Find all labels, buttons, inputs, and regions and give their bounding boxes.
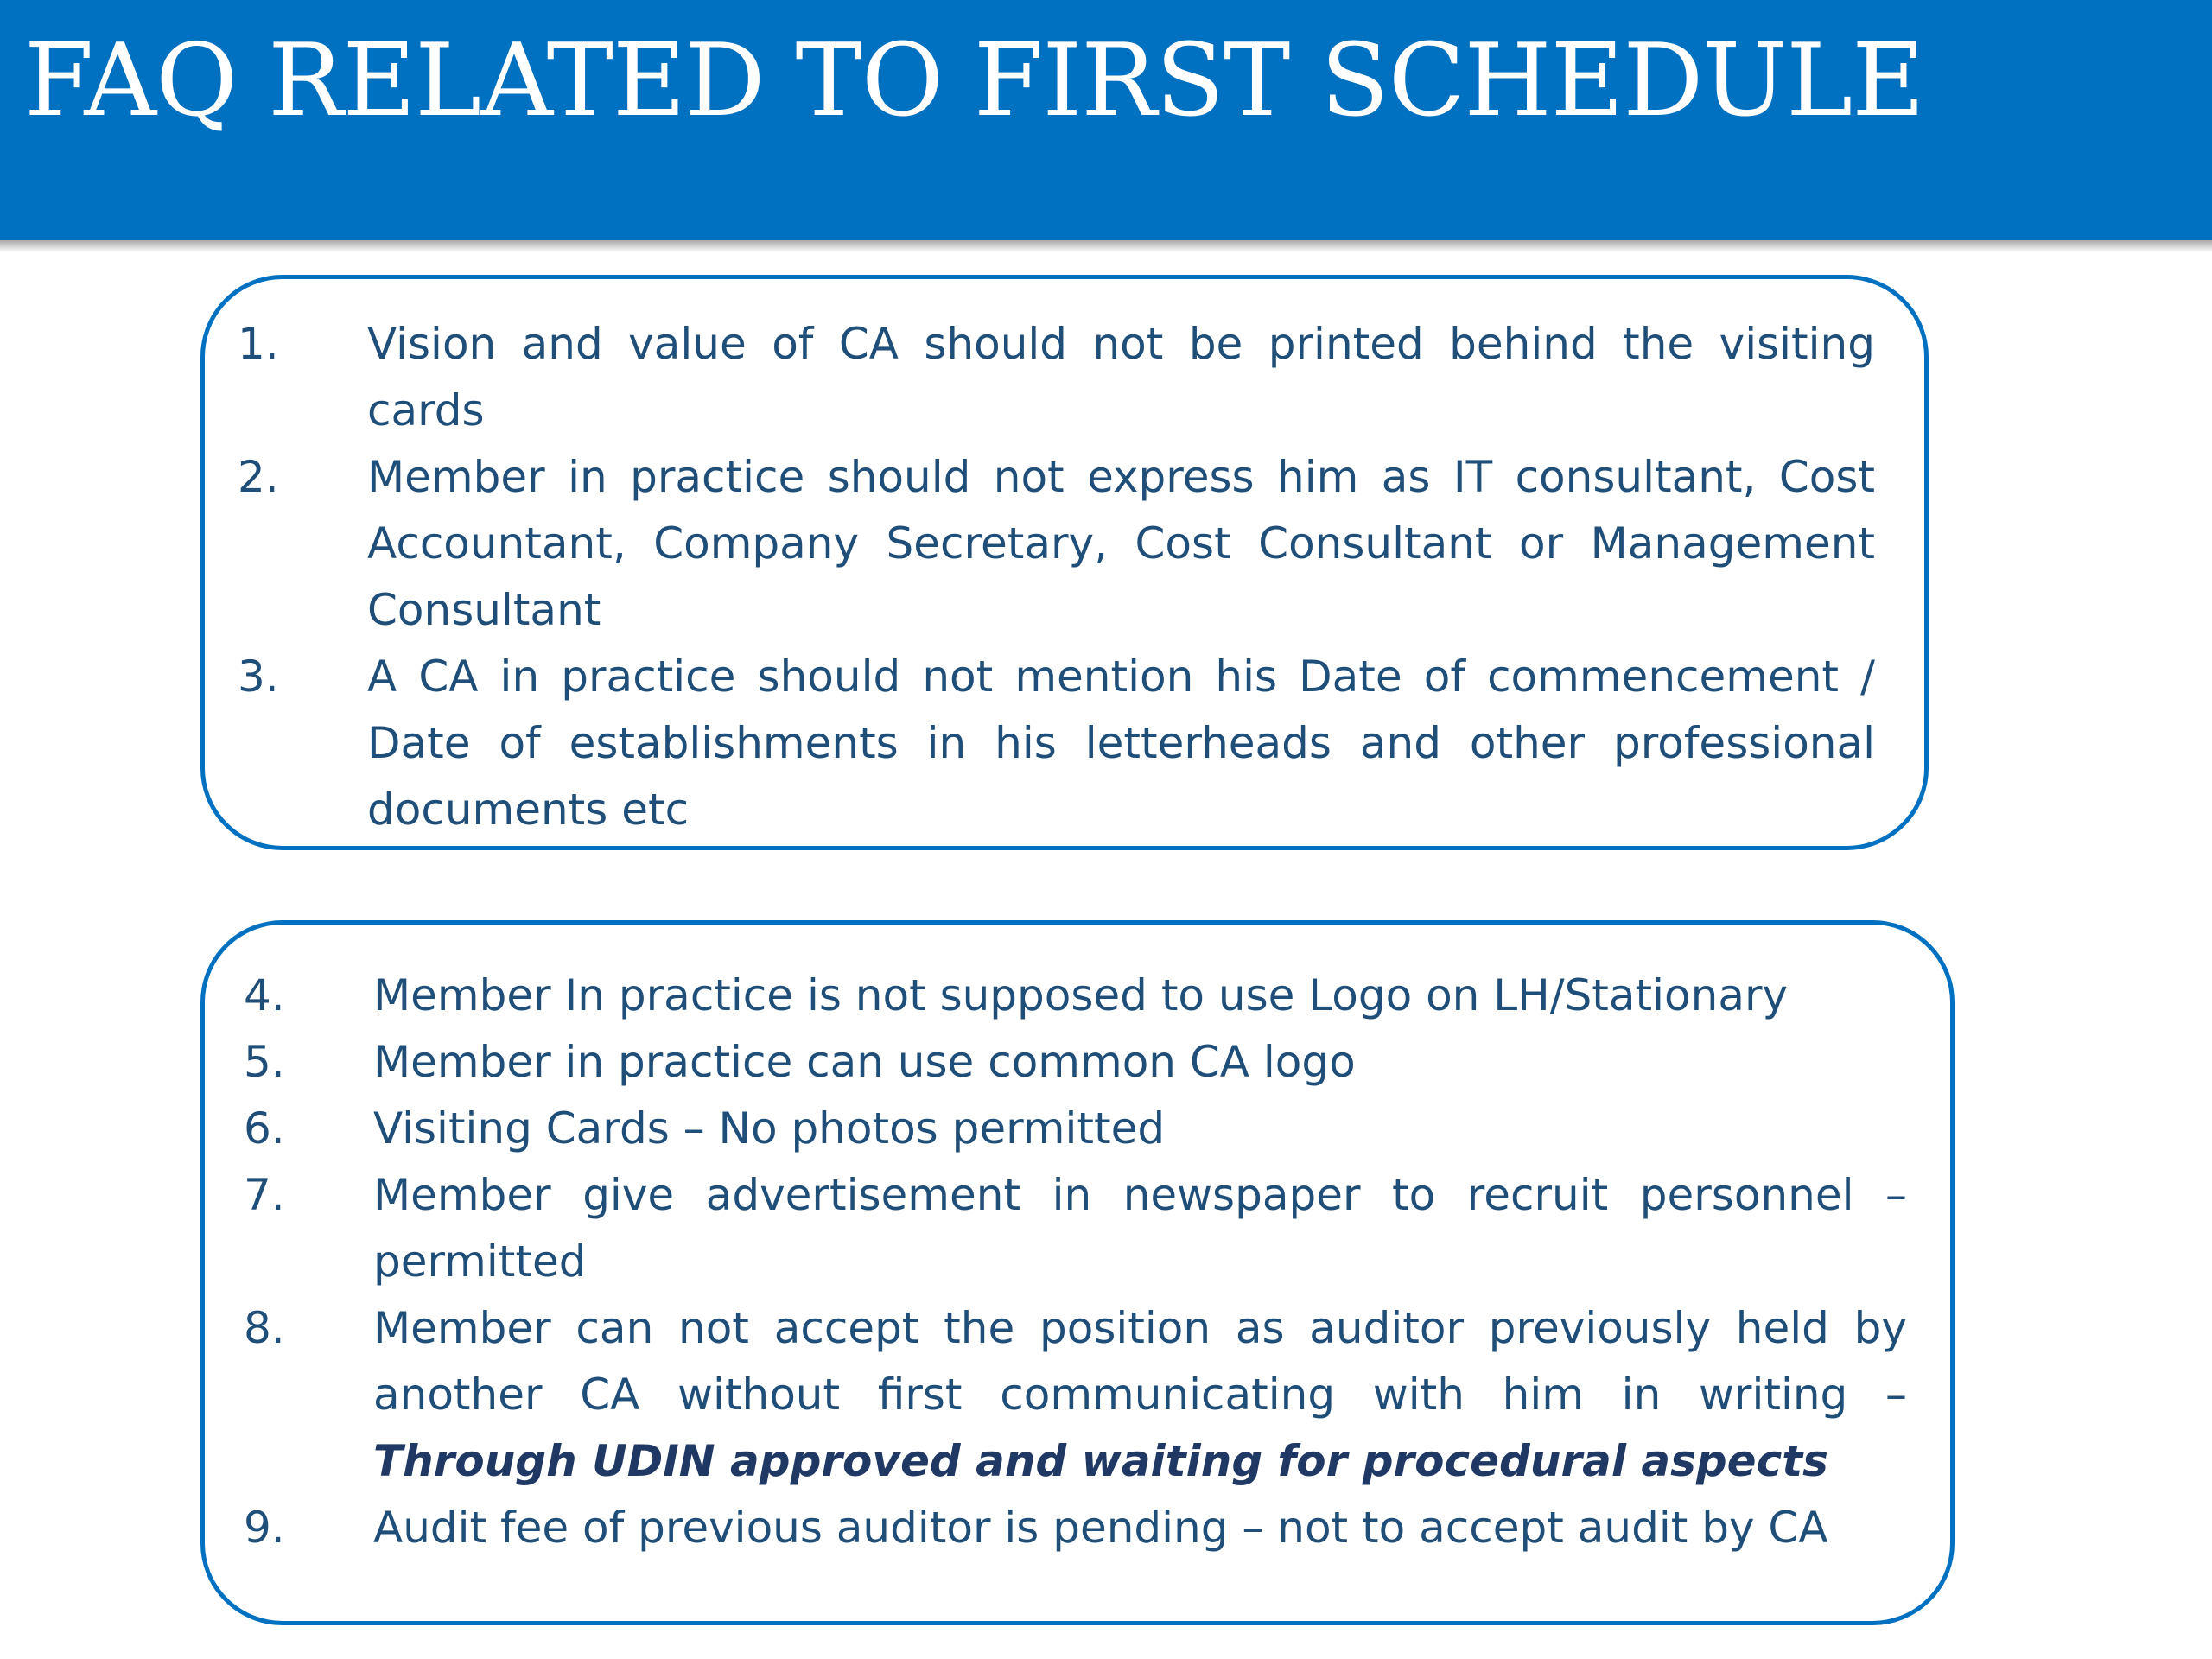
faq-item <box>244 1295 1907 1495</box>
item-text: Member give advertisement in newspaper to recruit personnel – permitted <box>373 1170 1907 1287</box>
item-text: Audit fee of previous auditor is pending – not to accept audit by CA <box>373 1503 1828 1553</box>
item-number: 1. <box>238 319 279 369</box>
item-text-block <box>373 1295 1907 1495</box>
faq-list-2 <box>244 963 1907 1561</box>
faq-list-1 <box>238 311 1875 843</box>
item-number: 8. <box>244 1303 285 1353</box>
faq-item <box>238 311 1875 444</box>
item-text: Vision and value of CA should not be printed behind the visiting cards <box>367 319 1875 435</box>
faq-item <box>244 1495 1907 1561</box>
title-bar-shadow <box>0 240 2212 252</box>
item-number: 9. <box>244 1503 285 1553</box>
item-number: 3. <box>238 652 279 702</box>
item-number: 6. <box>244 1103 285 1154</box>
faq-item <box>244 1029 1907 1096</box>
item-number: 4. <box>244 970 285 1020</box>
item-text: Member In practice is not supposed to use Logo on LH/Stationary <box>373 970 1789 1020</box>
item-text: Member in practice should not express him as IT consultant, Cost Accountant, Company Secretary, Cost Consultant or Management Consultant <box>367 452 1875 635</box>
item-number: 2. <box>238 452 279 502</box>
slide-title: FAQ RELATED TO FIRST SCHEDULE <box>24 22 1924 139</box>
faq-item <box>238 444 1875 644</box>
item-text: Member in practice can use common CA logo <box>373 1037 1356 1087</box>
faq-item <box>244 1162 1907 1295</box>
item-number: 7. <box>244 1170 285 1220</box>
faq-item <box>244 963 1907 1029</box>
item-text: Member can not accept the position as auditor previously held by another CA without first communicating with him in writing – <box>373 1303 1907 1420</box>
item-emphasis-text: Through UDIN approved and waiting for procedural aspects <box>373 1436 1828 1486</box>
faq-item <box>238 644 1875 843</box>
faq-item <box>244 1096 1907 1162</box>
item-number: 5. <box>244 1037 285 1087</box>
item-text: A CA in practice should not mention his Date of commencement / Date of establishments in his letterheads and other professional documents etc <box>367 652 1875 835</box>
item-text: Visiting Cards – No photos permitted <box>373 1103 1166 1154</box>
